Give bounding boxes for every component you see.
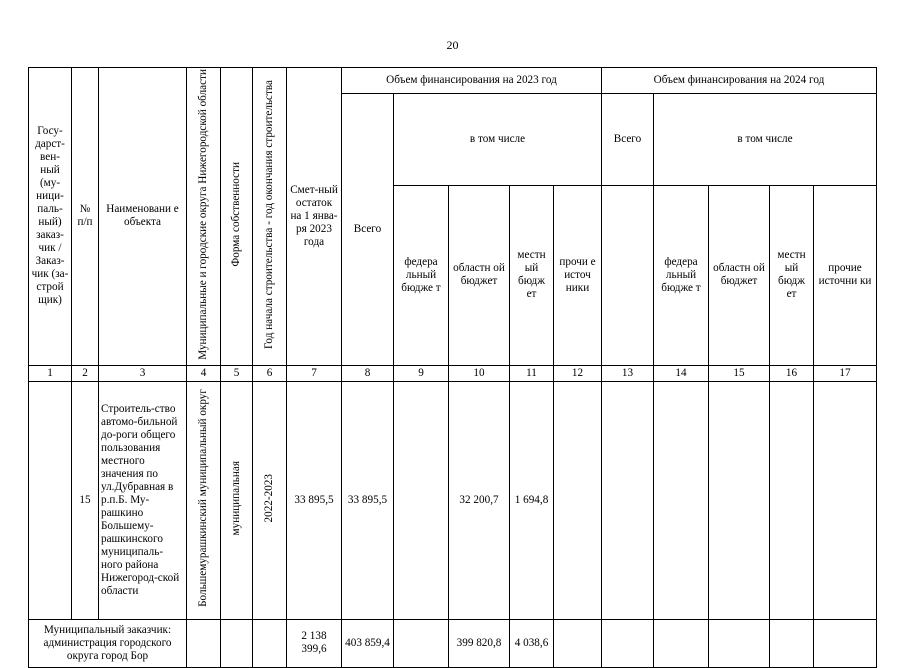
header-regional-2024: областн ой бюджет bbox=[709, 185, 770, 365]
row-district: Большемурашкинский муниципальный округ bbox=[187, 381, 221, 619]
column-number: 17 bbox=[814, 365, 877, 381]
row-federal-2023 bbox=[394, 381, 449, 619]
row-federal-2024 bbox=[654, 381, 709, 619]
row-customer bbox=[29, 381, 72, 619]
header-local-2023: местн ый бюдж ет bbox=[510, 185, 554, 365]
summary-years bbox=[253, 619, 287, 667]
column-number: 2 bbox=[72, 365, 99, 381]
header-federal-2024: федера льный бюдже т bbox=[654, 185, 709, 365]
header-other-2023: прочи е источ ники bbox=[554, 185, 602, 365]
column-number: 16 bbox=[770, 365, 814, 381]
column-number: 9 bbox=[394, 365, 449, 381]
column-number: 4 bbox=[187, 365, 221, 381]
financing-table bbox=[28, 67, 877, 668]
header-object-name: Наименовани е объекта bbox=[99, 68, 187, 366]
column-number: 5 bbox=[221, 365, 253, 381]
row-total-2024 bbox=[602, 381, 654, 619]
row-remainder: 33 895,5 bbox=[287, 381, 342, 619]
summary-total-2024 bbox=[602, 619, 654, 667]
row-regional-2024 bbox=[709, 381, 770, 619]
column-number: 3 bbox=[99, 365, 187, 381]
column-number-row bbox=[29, 365, 877, 381]
summary-row bbox=[29, 619, 877, 667]
summary-federal-2023 bbox=[394, 619, 449, 667]
header-customer: Госу-дарст-вен-ный (му-ници-паль-ный) заказ-чик / Заказ-чик (за-строй щик) bbox=[29, 68, 72, 366]
summary-other-2024 bbox=[814, 619, 877, 667]
header-including-2024: в том числе bbox=[654, 94, 877, 186]
summary-district bbox=[187, 619, 221, 667]
summary-ownership bbox=[221, 619, 253, 667]
header-including-2023: в том числе bbox=[394, 94, 602, 186]
row-local-2024 bbox=[770, 381, 814, 619]
summary-other-2023 bbox=[554, 619, 602, 667]
summary-label: Муниципальный заказчик: администрация городского округа город Бор bbox=[29, 619, 187, 667]
column-number: 12 bbox=[554, 365, 602, 381]
summary-local-2023: 4 038,6 bbox=[510, 619, 554, 667]
row-ownership: муниципальная bbox=[221, 381, 253, 619]
header-years: Год начала строительства - год окончания строительства bbox=[253, 68, 287, 366]
summary-regional-2024 bbox=[709, 619, 770, 667]
header-local-2024: местн ый бюдж ет bbox=[770, 185, 814, 365]
header-num: № п/п bbox=[72, 68, 99, 366]
header-federal-2023: федера льный бюдже т bbox=[394, 185, 449, 365]
header-districts: Муниципальные и городские округа Нижегородской области bbox=[187, 68, 221, 366]
row-regional-2023: 32 200,7 bbox=[449, 381, 510, 619]
header-total-2024-empty bbox=[602, 185, 654, 365]
header-regional-2023: областн ой бюджет bbox=[449, 185, 510, 365]
row-num: 15 bbox=[72, 381, 99, 619]
column-number: 13 bbox=[602, 365, 654, 381]
header-total-2023: Всего bbox=[342, 94, 394, 366]
header-ownership: Форма собственности bbox=[221, 68, 253, 366]
header-remainder: Смет-ный остаток на 1 янва-ря 2023 года bbox=[287, 68, 342, 366]
row-years: 2022-2023 bbox=[253, 381, 287, 619]
table-row bbox=[29, 381, 877, 619]
column-number: 11 bbox=[510, 365, 554, 381]
header-other-2024: прочие источни ки bbox=[814, 185, 877, 365]
header-total-2024: Всего bbox=[602, 94, 654, 186]
column-number: 15 bbox=[709, 365, 770, 381]
column-number: 10 bbox=[449, 365, 510, 381]
header-funding-2024: Объем финансирования на 2024 год bbox=[602, 68, 877, 94]
row-total-2023: 33 895,5 bbox=[342, 381, 394, 619]
column-number: 8 bbox=[342, 365, 394, 381]
header-funding-2023: Объем финансирования на 2023 год bbox=[342, 68, 602, 94]
row-other-2024 bbox=[814, 381, 877, 619]
summary-local-2024 bbox=[770, 619, 814, 667]
summary-remainder: 2 138 399,6 bbox=[287, 619, 342, 667]
summary-federal-2024 bbox=[654, 619, 709, 667]
row-object-name: Строитель-ство автомо-бильной до-роги общего пользования местного значения по ул.Дубравная в р.п.Б. Му-рашкино Большему-рашкинского муниципаль-ного района Нижегород-ской области bbox=[99, 381, 187, 619]
page-number: 20 bbox=[446, 38, 459, 52]
column-number: 6 bbox=[253, 365, 287, 381]
row-local-2023: 1 694,8 bbox=[510, 381, 554, 619]
column-number: 7 bbox=[287, 365, 342, 381]
column-number: 1 bbox=[29, 365, 72, 381]
row-other-2023 bbox=[554, 381, 602, 619]
summary-total-2023: 403 859,4 bbox=[342, 619, 394, 667]
summary-regional-2023: 399 820,8 bbox=[449, 619, 510, 667]
column-number: 14 bbox=[654, 365, 709, 381]
